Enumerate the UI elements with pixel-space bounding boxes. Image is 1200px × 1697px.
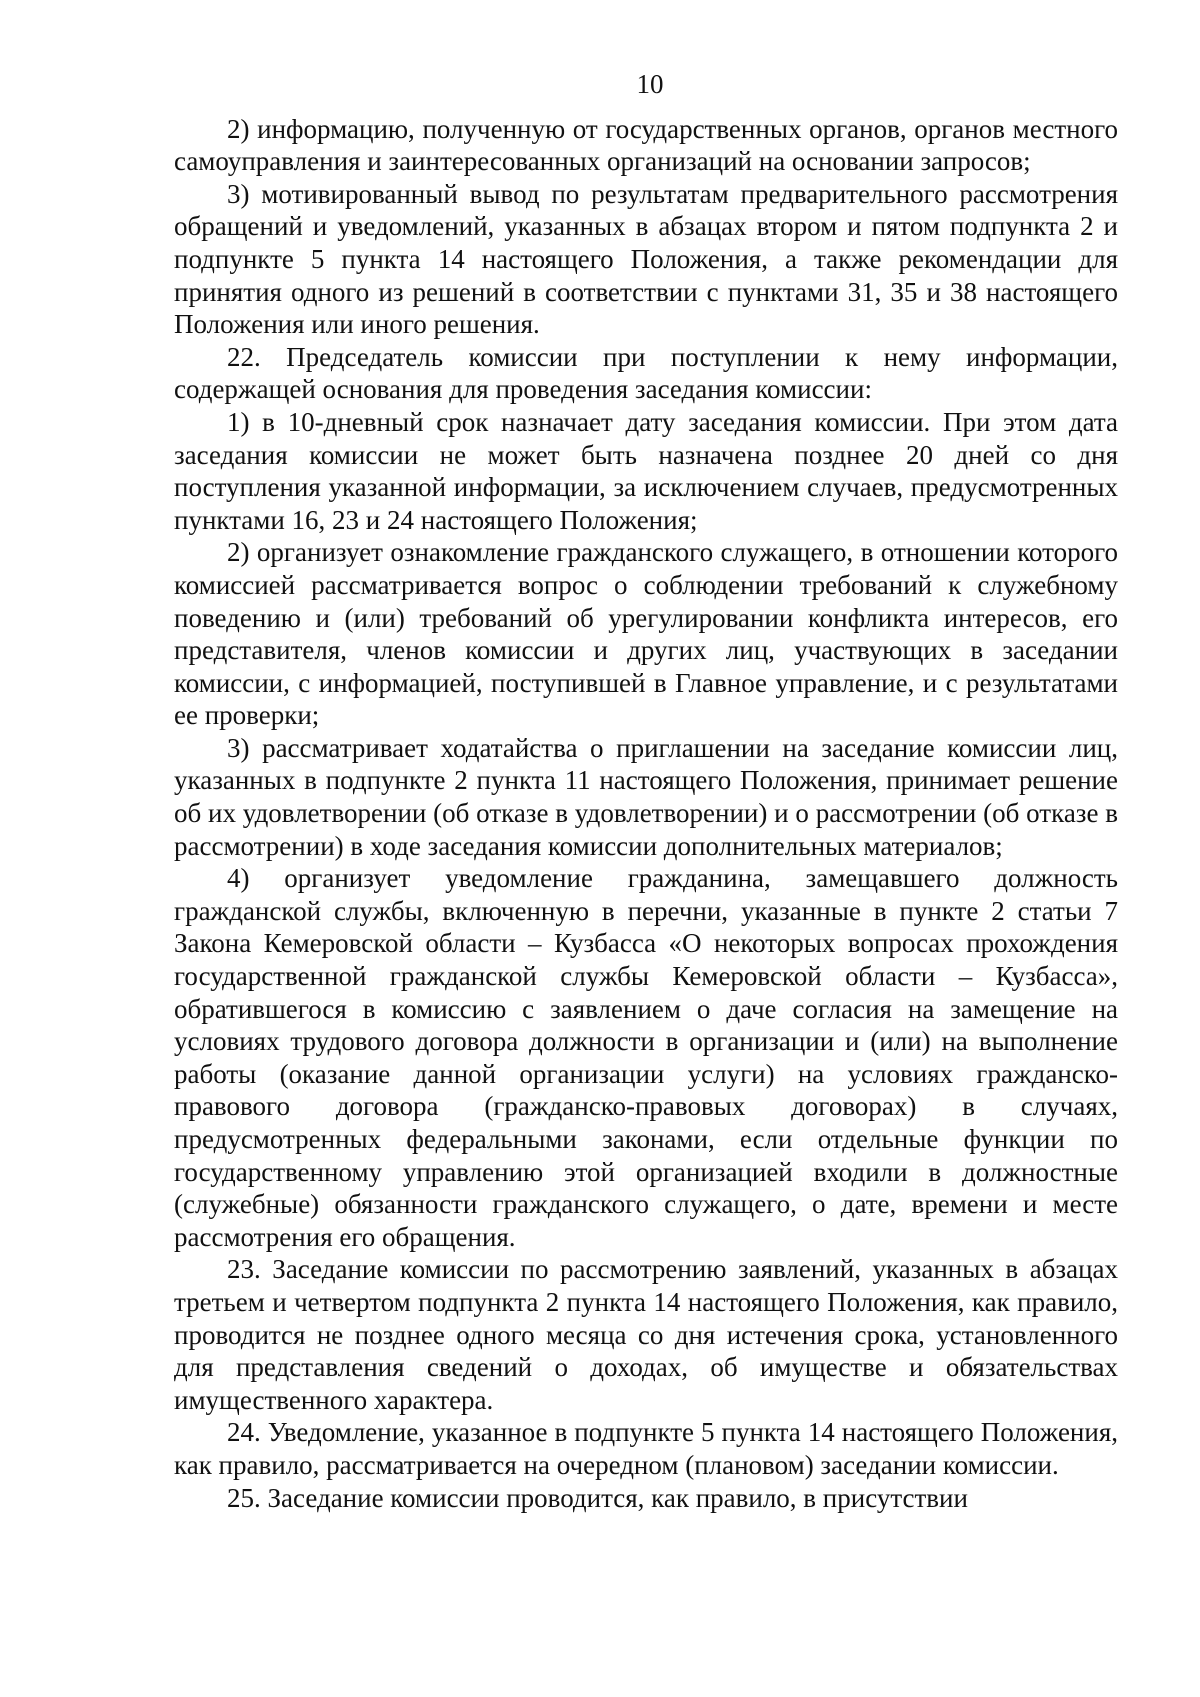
paragraph-22-item-4: 4) организует уведомление гражданина, замещавшего должность гражданской службы, включенную в перечни, указанные в пункте 2 статьи 7 Закона Кемеровской области – Кузбасса «О некоторых вопросах прохождения государственной гражданской службы Кемеровской области – Кузбасса», обратившегося в комиссию с заявлением о даче согласия на замещение на условиях трудового договора должности в организации и (или) на выполнение работы (оказание данной организации услуги) на условиях гражданско-правового договора (гражданско-правовых договорах) в случаях, предусмотренных федеральными законами, если отдельные функции по государственному управлению этой организацией входили в должностные (служебные) обязанности гражданского служащего, о дате, времени и месте рассмотрения его обращения. [174, 863, 1118, 1252]
paragraph-24: 24. Уведомление, указанное в подпункте 5 пункта 14 настоящего Положения, как правило, рассматривается на очередном (плановом) заседании комиссии. [174, 1417, 1118, 1480]
paragraph-22-item-1: 1) в 10-дневный срок назначает дату заседания комиссии. При этом дата заседания комиссии не может быть назначена позднее 20 дней со дня поступления указанной информации, за исключением случаев, предусмотренных пунктами 16, 23 и 24 настоящего Положения; [174, 406, 1118, 535]
paragraph-item-2-information: 2) информацию, полученную от государственных органов, органов местного самоуправления и заинтересованных организаций на основании запросов; [174, 113, 1118, 177]
paragraph-23: 23. Заседание комиссии по рассмотрению заявлений, указанных в абзацах третьем и четвертом подпункта 2 пункта 14 настоящего Положения, как правило, проводится не позднее одного месяца со дня истечения срока, установленного для представления сведений о доходах, об имуществе и обязательствах имущественного характера. [174, 1254, 1118, 1415]
paragraph-22-item-3: 3) рассматривает ходатайства о приглашении на заседание комиссии лиц, указанных в подпункте 2 пункта 11 настоящего Положения, принимает решение об их удовлетворении (об отказе в удовлетворении) и о рассмотрении (об отказе в рассмотрении) в ходе заседания комиссии дополнительных материалов; [174, 732, 1118, 861]
paragraph-item-3-motivated-conclusion: 3) мотивированный вывод по результатам предварительного рассмотрения обращений и уведомлений, указанных в абзацах втором и пятом подпункта 2 и подпункте 5 пункта 14 настоящего Положения, а также рекомендации для принятия одного из решений в соответствии с пунктами 31, 35 и 38 настоящего Положения или иного решения. [174, 178, 1118, 340]
paragraph-22-item-2: 2) организует ознакомление гражданского служащего, в отношении которого комиссией рассматривается вопрос о соблюдении требований к служебному поведению и (или) требований об урегулировании конфликта интересов, его представителя, членов комиссии и других лиц, участвующих в заседании комиссии, с информацией, поступившей в Главное управление, и с результатами ее проверки; [174, 537, 1118, 731]
document-page [174, 68, 1118, 1514]
paragraph-22-chairman: 22. Председатель комиссии при поступлении к нему информации, содержащей основания для проведения заседания комиссии: [174, 341, 1118, 405]
paragraph-25: 25. Заседание комиссии проводится, как правило, в присутствии [227, 1482, 968, 1513]
page-number: 10 [636, 69, 664, 99]
